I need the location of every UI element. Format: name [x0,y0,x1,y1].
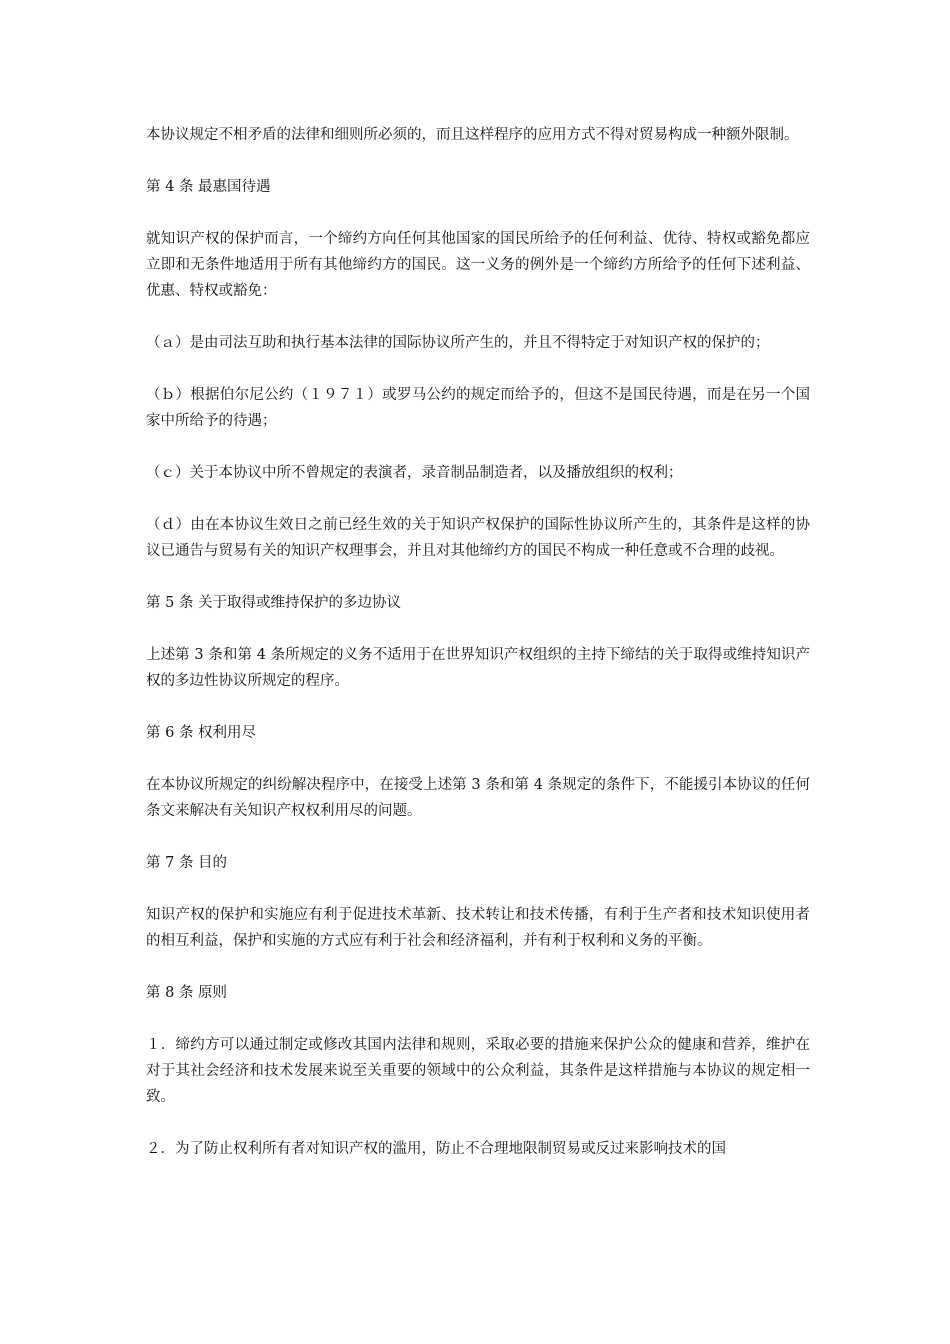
article-4-item-d: （ｄ）由在本协议生效日之前已经生效的关于知识产权保护的国际性协议所产生的，其条件是这样的协议已通告与贸易有关的知识产权理事会，并且对其他缔约方的国民不构成一种任意或不合理的歧视。 [146,517,810,559]
article-4-body: 就知识产权的保护而言，一个缔约方向任何其他国家的国民所给予的任何利益、优待、特权或豁免都应立即和无条件地适用于所有其他缔约方的国民。这一义务的例外是一个缔约方所给予的任何下述利益、优惠、特权或豁免： [146,231,810,299]
article-4-item-b: （ｂ）根据伯尔尼公约（１９７１）或罗马公约的规定而给予的，但这不是国民待遇，而是在另一个国家中所给予的待遇； [146,387,810,429]
article-4-item-c: （ｃ）关于本协议中所不曾规定的表演者，录音制品制造者，以及播放组织的权利； [146,465,683,481]
article-4-item-a: （ａ）是由司法互助和执行基本法律的国际协议所产生的，并且不得特定于对知识产权的保护的； [146,335,770,351]
article-7-heading: 第 7 条 目的 [146,855,228,871]
article-8-clause-1: １．缔约方可以通过制定或修改其国内法律和规则，采取必要的措施来保护公众的健康和营养，维护在对于其社会经济和技术发展来说至关重要的领域中的公众利益，其条件是这样措施与本协议的规定相一致。 [146,1037,810,1105]
article-4-heading: 第 4 条 最惠国待遇 [146,179,271,195]
article-8-heading: 第 8 条 原则 [146,985,228,1001]
article-5-body: 上述第 3 条和第 4 条所规定的义务不适用于在世界知识产权组织的主持下缔结的关于取得或维持知识产权的多边性协议所规定的程序。 [146,647,810,689]
paragraph-continuation: 本协议规定不相矛盾的法律和细则所必须的，而且这样程序的应用方式不得对贸易构成一种额外限制。 [146,127,799,143]
article-8-clause-2: ２．为了防止权利所有者对知识产权的滥用，防止不合理地限制贸易或反过来影响技术的国 [146,1141,726,1157]
article-6-body: 在本协议所规定的纠纷解决程序中，在接受上述第 3 条和第 4 条规定的条件下，不能援引本协议的任何条文来解决有关知识产权权利用尽的问题。 [146,777,810,819]
article-5-heading: 第 5 条 关于取得或维持保护的多边协议 [146,595,402,611]
article-6-heading: 第 6 条 权利用尽 [146,725,257,741]
document-body [146,122,810,1188]
article-7-body: 知识产权的保护和实施应有利于促进技术革新、技术转让和技术传播，有利于生产者和技术知识使用者的相互利益，保护和实施的方式应有利于社会和经济福利，并有利于权利和义务的平衡。 [146,907,810,949]
